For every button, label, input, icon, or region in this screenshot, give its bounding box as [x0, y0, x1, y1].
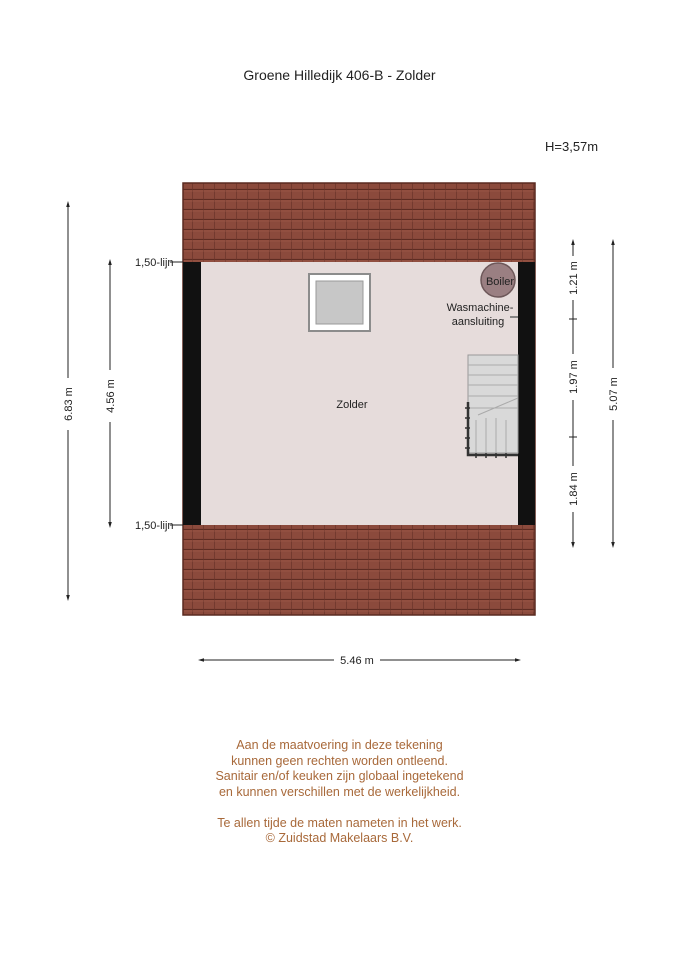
disclaimer-line: Te allen tijde de maten nameten in het werk. — [217, 815, 462, 830]
label-width: 5.46 m — [340, 655, 374, 667]
disclaimer — [0, 738, 679, 847]
boiler-label: Boiler — [485, 276, 515, 288]
plan-title: Groene Hilledijk 406-B - Zolder — [243, 67, 436, 83]
washer-label-1: Wasmachine- — [446, 302, 514, 314]
label-right-seg3: 1.84 m — [568, 472, 580, 506]
staircase — [465, 355, 518, 458]
roof-bottom-band — [183, 525, 535, 615]
label-right-seg2: 1.97 m — [568, 360, 580, 394]
disclaimer-line: en kunnen verschillen met de werkelijkheid. — [218, 784, 461, 799]
roof-top-band — [183, 183, 535, 262]
disclaimer-line: Aan de maatvoering in deze tekening — [236, 738, 443, 752]
lijn-label-bottom: 1,50-lijn — [135, 520, 174, 532]
height-note: H=3,57m — [545, 139, 599, 154]
disclaimer-line: Sanitair en/of keuken zijn globaal ingetekend — [215, 769, 464, 783]
disclaimer-line: kunnen geen rechten worden ontleend. — [231, 753, 448, 768]
wall-left — [183, 262, 201, 525]
disclaimer-line — [0, 800, 679, 816]
label-right-total: 5.07 m — [608, 377, 620, 411]
wall-right — [518, 262, 535, 525]
label-inner-depth: 4.56 m — [105, 379, 117, 413]
lijn-label-top: 1,50-lijn — [135, 257, 174, 269]
disclaimer-line: © Zuidstad Makelaars B.V. — [265, 831, 414, 845]
room-label: Zolder — [336, 399, 368, 411]
label-right-seg1: 1.21 m — [568, 261, 580, 295]
label-total-depth: 6.83 m — [63, 387, 75, 421]
washer-label-2: aansluiting — [451, 316, 505, 328]
